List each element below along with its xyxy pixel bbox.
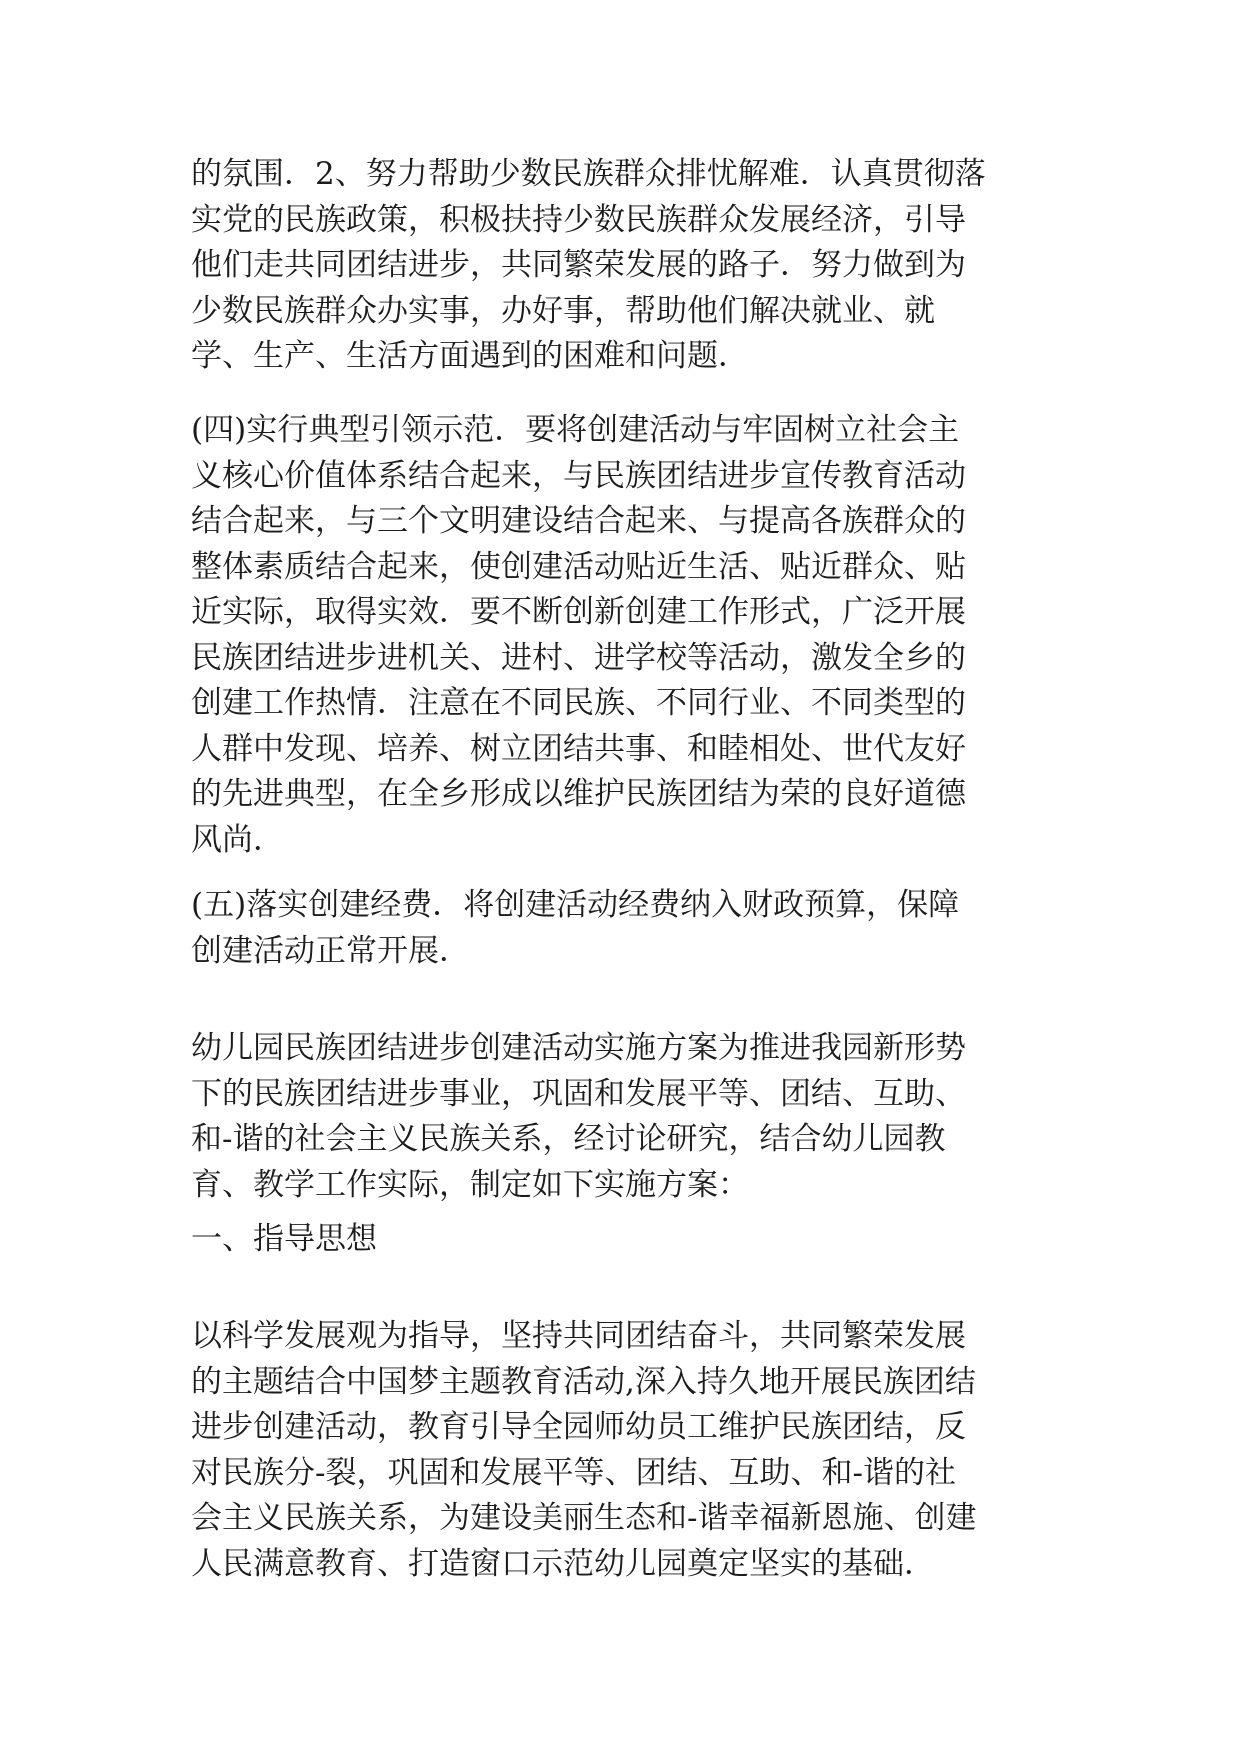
text-line: 风尚．	[191, 821, 284, 858]
text-line: 整体素质结合起来，使创建活动贴近生活、贴近群众、贴	[191, 548, 966, 585]
text-line: 创建工作热情．注意在不同民族、不同行业、不同类型的	[191, 685, 966, 721]
text-line: 人群中发现、培养、树立团结共事、和睦相处、世代友好	[191, 730, 966, 767]
text-line: 的先进典型，在全乡形成以维护民族团结为荣的良好道德	[191, 776, 966, 812]
text-line: 他们走共同团结进步，共同繁荣发展的路子．努力做到为	[191, 247, 966, 283]
section-heading-guiding-ideology	[191, 1217, 1071, 1263]
heading-text: 一、指导思想	[191, 1221, 377, 1257]
text-line: 的主题结合中国梦主题教育活动,深入持久地开展民族团结	[191, 1363, 976, 1400]
text-line: 对民族分-裂，巩固和发展平等、团结、互助、和-谐的社	[191, 1454, 956, 1491]
text-line: 下的民族团结进步事业，巩固和发展平等、团结、互助、	[191, 1075, 966, 1112]
text-line: 人民满意教育、打造窗口示范幼儿园奠定坚实的基础．	[191, 1545, 935, 1582]
text-line: 的氛围．2、努力帮助少数民族群众排忧解难．认真贯彻落	[191, 156, 986, 192]
paragraph-section-four	[191, 408, 1071, 863]
text-line: 实党的民族政策，积极扶持少数民族群众发展经济，引导	[191, 201, 966, 238]
paragraph-kindergarten-plan-intro	[191, 1026, 1071, 1208]
paragraph-section-five	[191, 883, 1071, 974]
text-line: 幼儿园民族团结进步创建活动实施方案为推进我园新形势	[191, 1030, 966, 1066]
text-line: 会主义民族关系，为建设美丽生态和-谐幸福新恩施、创建	[191, 1500, 977, 1536]
text-line: 进步创建活动，教育引导全园师幼员工维护民族团结，反	[191, 1409, 966, 1445]
text-line: 结合起来，与三个文明建设结合起来、与提高各族群众的	[191, 503, 966, 539]
text-line: 育、教学工作实际，制定如下实施方案：	[191, 1166, 749, 1203]
text-line: 学、生产、生活方面遇到的困难和问题．	[191, 338, 749, 374]
paragraph-ethnic-support	[191, 152, 1071, 380]
paragraph-guiding-ideology	[191, 1314, 1071, 1587]
text-line: 民族团结进步进机关、进村、进学校等活动，激发全乡的	[191, 639, 966, 676]
text-line: 义核心价值体系结合起来，与民族团结进步宣传教育活动	[191, 457, 966, 494]
text-line: 以科学发展观为指导，坚持共同团结奋斗，共同繁荣发展	[191, 1318, 966, 1354]
text-line: (四)实行典型引领示范．要将创建活动与牢固树立社会主	[191, 412, 960, 448]
text-line: 创建活动正常开展．	[191, 932, 470, 969]
text-line: 近实际，取得实效．要不断创新创建工作形式，广泛开展	[191, 594, 966, 630]
text-line: 少数民族群众办实事，办好事，帮助他们解决就业、就	[191, 292, 935, 329]
text-line: 和-谐的社会主义民族关系，经讨论研究，结合幼儿园教	[191, 1121, 946, 1157]
text-line: (五)落实创建经费．将创建活动经费纳入财政预算，保障	[191, 887, 960, 923]
